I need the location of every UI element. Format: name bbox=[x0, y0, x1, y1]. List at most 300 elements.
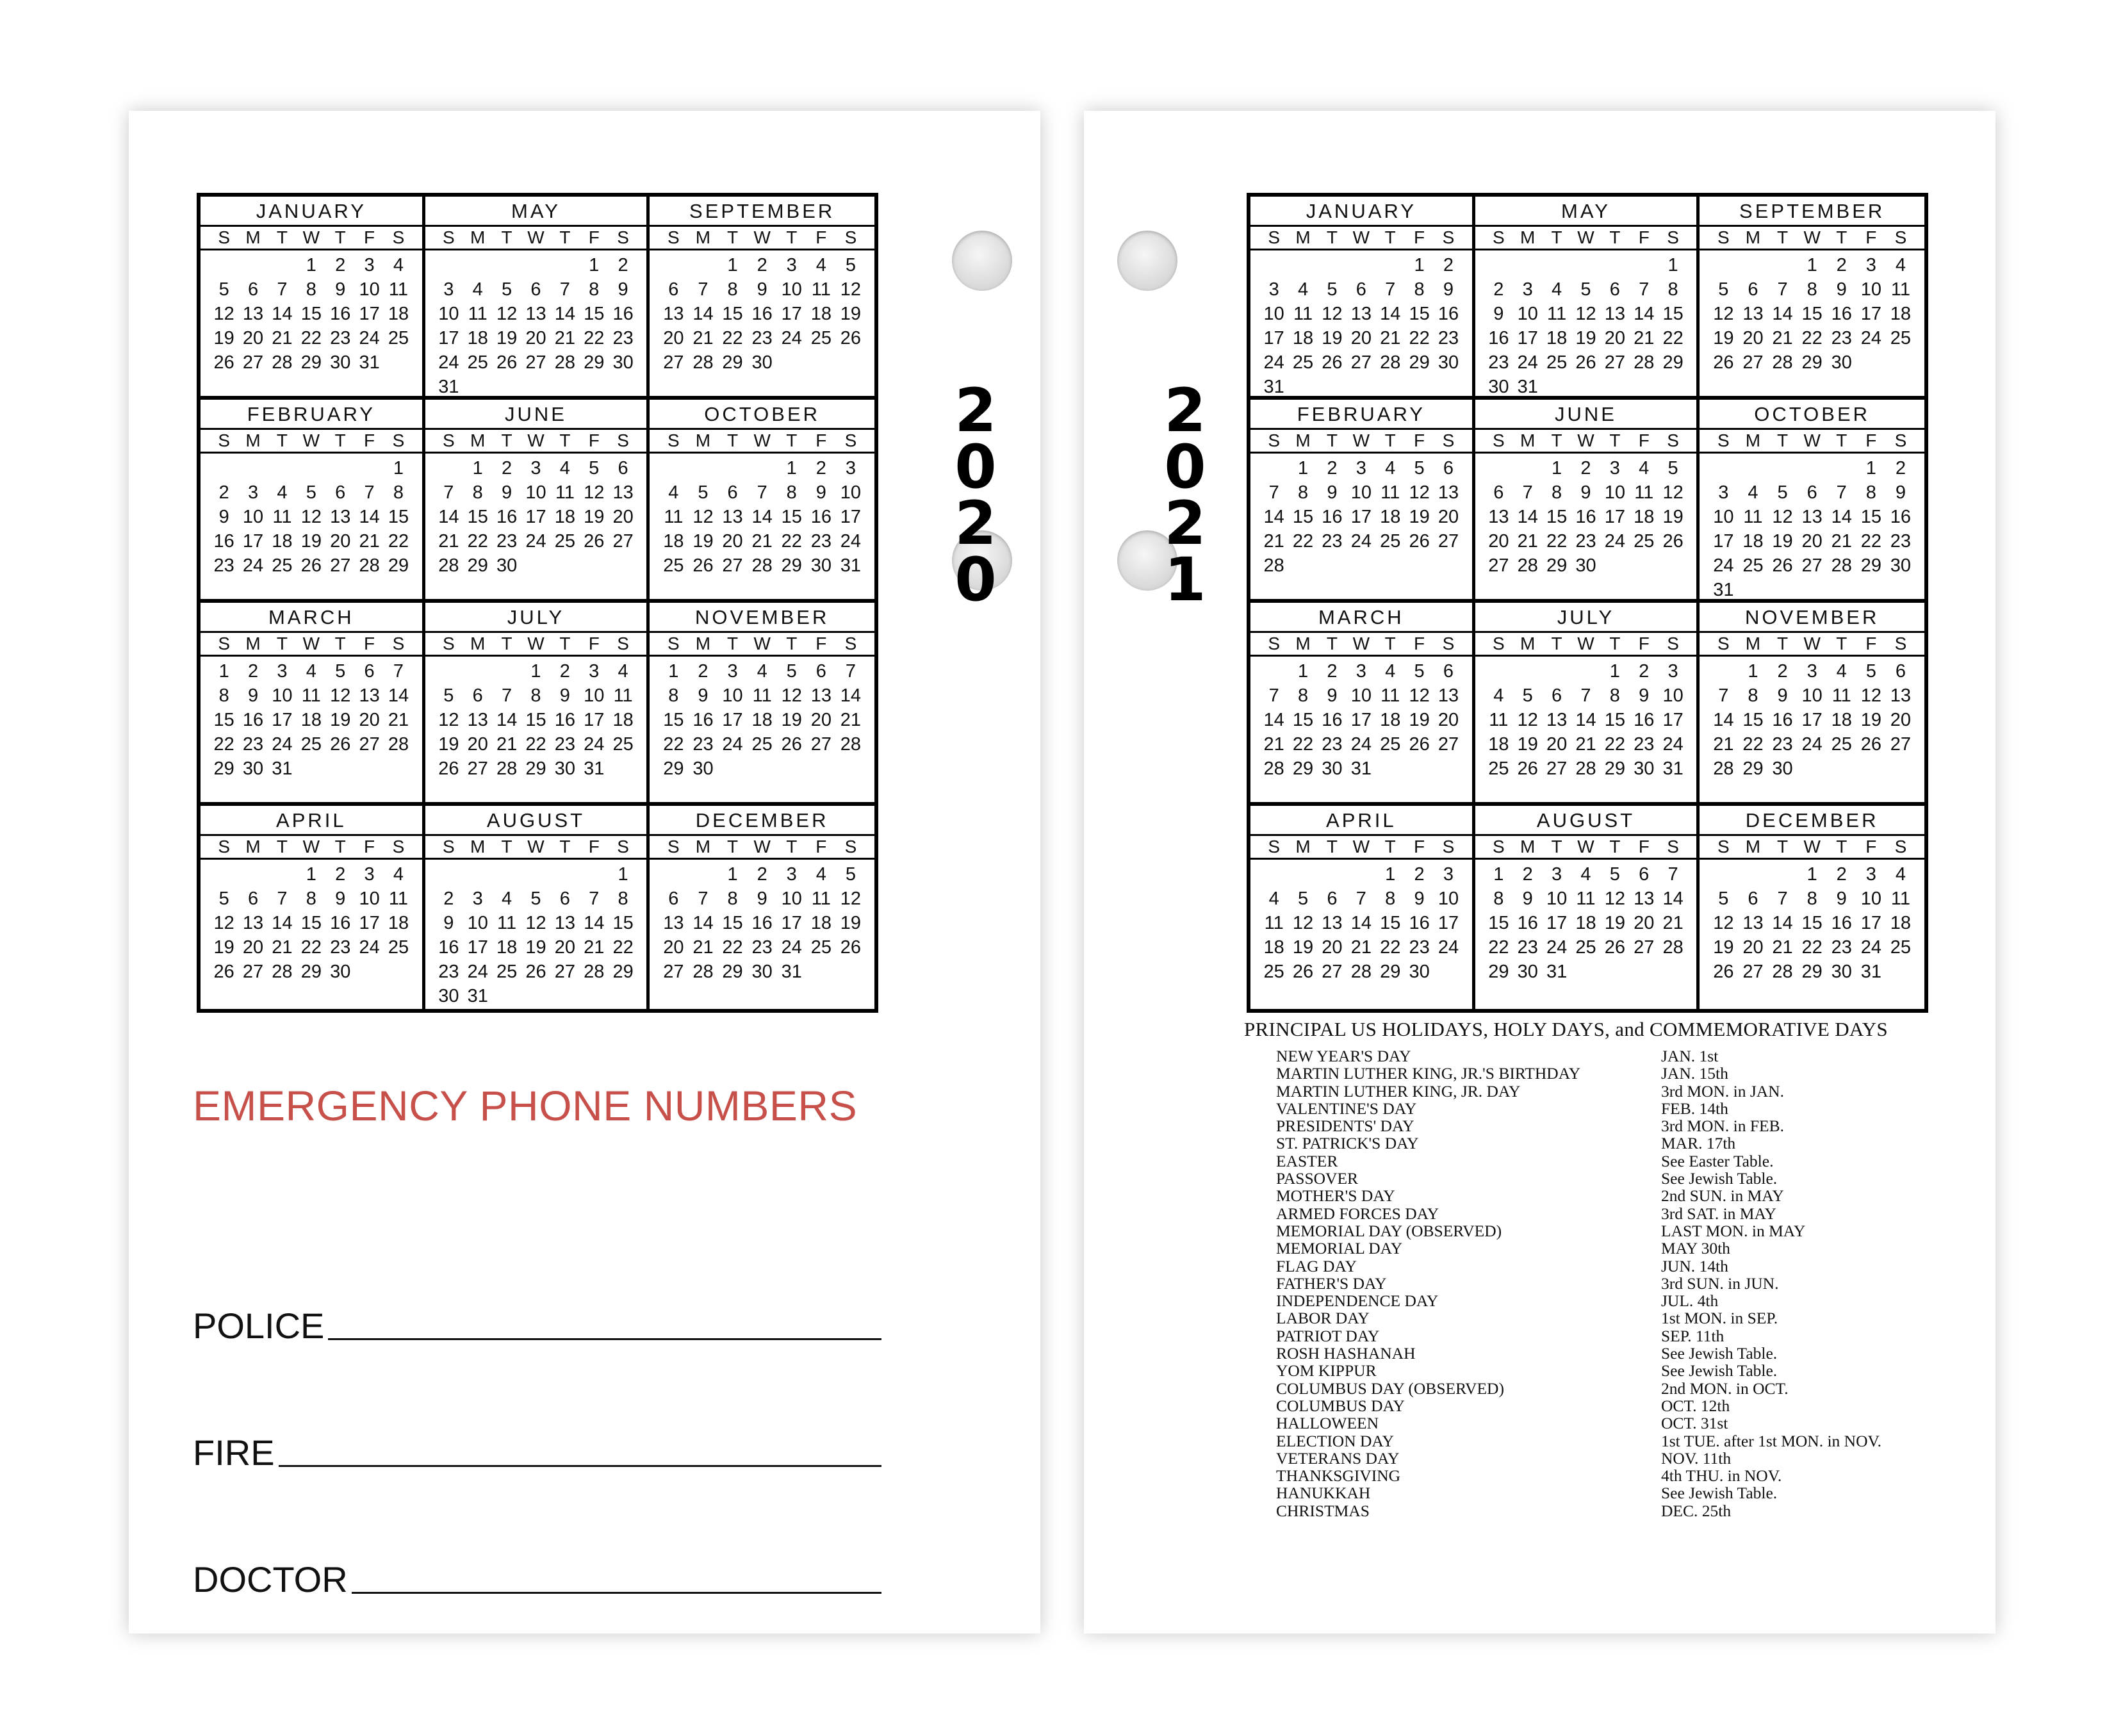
day-cell: 18 bbox=[1488, 734, 1509, 755]
day-cell: 3 bbox=[1807, 661, 1817, 682]
day-cell: 13 bbox=[330, 507, 351, 527]
weekday-label: M bbox=[695, 227, 711, 247]
day-cell: 18 bbox=[496, 937, 518, 958]
day-cell: 31 bbox=[1546, 962, 1568, 982]
holiday-date: NOV. 11th bbox=[1661, 1448, 1732, 1468]
day-cell: 24 bbox=[1801, 734, 1823, 755]
day-cell: 1 bbox=[618, 864, 628, 885]
holiday-name: NEW YEAR'S DAY bbox=[1276, 1047, 1411, 1065]
weekday-header bbox=[1700, 430, 1924, 454]
weekday-label: T bbox=[727, 227, 739, 247]
holiday-date: JUL. 4th bbox=[1661, 1291, 1719, 1311]
day-cell: 4 bbox=[1639, 458, 1650, 479]
day-cell: 2 bbox=[218, 482, 229, 503]
day-cell: 9 bbox=[1777, 685, 1788, 706]
day-cell: 17 bbox=[1438, 913, 1459, 933]
day-cell: 21 bbox=[272, 937, 293, 958]
day-blank bbox=[550, 862, 579, 887]
day-cell: 23 bbox=[1409, 937, 1430, 958]
day-cell: 11 bbox=[664, 507, 684, 527]
weekday-label: S bbox=[1894, 227, 1907, 247]
day-cell: 16 bbox=[1409, 913, 1430, 933]
day-cell: 25 bbox=[554, 531, 575, 552]
weekday-label: S bbox=[218, 430, 231, 450]
holiday-row bbox=[1276, 1362, 1981, 1379]
weekday-label: W bbox=[1577, 837, 1594, 856]
day-blank bbox=[268, 862, 297, 887]
day-cell: 13 bbox=[554, 913, 575, 933]
weekday-label: S bbox=[392, 837, 405, 856]
police-field[interactable] bbox=[193, 1299, 881, 1344]
weekday-label: T bbox=[559, 430, 571, 450]
year-digit: 1 bbox=[1164, 545, 1206, 615]
day-blank bbox=[209, 253, 238, 277]
day-cell: 25 bbox=[751, 734, 773, 755]
day-grid bbox=[650, 454, 874, 578]
day-blank bbox=[1513, 253, 1542, 277]
day-cell: 23 bbox=[496, 531, 518, 552]
day-cell: 9 bbox=[815, 482, 826, 503]
day-cell: 19 bbox=[1517, 734, 1538, 755]
day-cell: 18 bbox=[1380, 710, 1401, 730]
day-cell: 23 bbox=[1488, 352, 1509, 373]
day-cell: 19 bbox=[1575, 328, 1596, 348]
day-cell: 20 bbox=[525, 328, 546, 348]
day-cell: 9 bbox=[1895, 482, 1906, 503]
holiday-name: ARMED FORCES DAY bbox=[1276, 1204, 1439, 1223]
day-cell: 21 bbox=[1263, 734, 1284, 755]
holiday-row bbox=[1276, 1152, 1981, 1170]
day-cell: 31 bbox=[467, 986, 488, 1006]
day-cell: 13 bbox=[612, 482, 634, 503]
weekday-label: T bbox=[1326, 634, 1338, 653]
day-cell: 6 bbox=[668, 888, 679, 909]
day-cell: 22 bbox=[1662, 328, 1684, 348]
day-cell: 10 bbox=[1801, 685, 1823, 706]
day-cell: 20 bbox=[330, 531, 351, 552]
day-cell: 21 bbox=[1831, 531, 1852, 552]
day-cell: 19 bbox=[1409, 507, 1430, 527]
fire-field[interactable] bbox=[193, 1426, 881, 1471]
day-cell: 21 bbox=[388, 710, 409, 730]
day-cell: 23 bbox=[810, 531, 832, 552]
day-cell: 13 bbox=[242, 913, 264, 933]
binder-hole-top bbox=[1117, 231, 1177, 291]
day-cell: 23 bbox=[1772, 734, 1793, 755]
weekday-header bbox=[650, 430, 874, 454]
day-cell: 28 bbox=[388, 734, 409, 755]
weekday-label: T bbox=[1384, 837, 1396, 856]
day-blank bbox=[326, 456, 355, 480]
weekday-header bbox=[201, 836, 422, 860]
day-cell: 5 bbox=[1297, 888, 1309, 909]
day-cell: 30 bbox=[1517, 962, 1538, 982]
holiday-name: ELECTION DAY bbox=[1276, 1431, 1394, 1450]
day-blank bbox=[1738, 456, 1767, 480]
day-cell: 21 bbox=[1662, 913, 1684, 933]
day-grid bbox=[650, 250, 874, 375]
day-cell: 28 bbox=[1380, 352, 1401, 373]
weekday-label: M bbox=[1520, 227, 1536, 247]
day-cell: 20 bbox=[467, 734, 488, 755]
weekday-label: T bbox=[1551, 430, 1562, 450]
day-cell: 5 bbox=[335, 661, 346, 682]
holiday-date: JAN. 15th bbox=[1661, 1064, 1728, 1083]
day-cell: 30 bbox=[330, 352, 351, 373]
day-cell: 13 bbox=[1890, 685, 1912, 706]
weekday-label: S bbox=[1493, 634, 1505, 653]
day-cell: 11 bbox=[811, 888, 831, 909]
day-cell: 25 bbox=[810, 937, 832, 958]
holiday-name: MEMORIAL DAY (OBSERVED) bbox=[1276, 1221, 1502, 1240]
day-cell: 14 bbox=[1831, 507, 1852, 527]
day-cell: 2 bbox=[1327, 661, 1338, 682]
day-cell: 19 bbox=[496, 328, 518, 348]
day-cell: 15 bbox=[213, 710, 234, 730]
day-cell: 27 bbox=[663, 352, 684, 373]
day-cell: 12 bbox=[525, 913, 546, 933]
weekday-label: W bbox=[527, 227, 545, 247]
day-cell: 22 bbox=[525, 734, 546, 755]
day-cell: 8 bbox=[1807, 279, 1817, 300]
day-cell: 12 bbox=[213, 913, 234, 933]
day-cell: 26 bbox=[840, 937, 862, 958]
holiday-list bbox=[1276, 1047, 1981, 1519]
weekday-label: F bbox=[1638, 430, 1650, 450]
day-cell: 5 bbox=[786, 661, 797, 682]
day-cell: 19 bbox=[1292, 937, 1314, 958]
weekday-label: S bbox=[1894, 634, 1907, 653]
day-blank bbox=[268, 253, 297, 277]
day-cell: 7 bbox=[698, 279, 709, 300]
day-cell: 24 bbox=[1438, 937, 1459, 958]
day-cell: 14 bbox=[1350, 913, 1372, 933]
holiday-row bbox=[1276, 1065, 1981, 1082]
weekday-label: S bbox=[1442, 634, 1455, 653]
day-cell: 19 bbox=[525, 937, 546, 958]
weekday-label: S bbox=[844, 227, 857, 247]
weekday-label: T bbox=[334, 227, 346, 247]
day-cell: 28 bbox=[840, 734, 862, 755]
day-cell: 31 bbox=[438, 377, 459, 397]
holiday-date: 1st MON. in SEP. bbox=[1661, 1309, 1778, 1328]
day-cell: 11 bbox=[1576, 888, 1596, 909]
day-cell: 24 bbox=[1604, 531, 1625, 552]
day-cell: 18 bbox=[1263, 937, 1284, 958]
day-blank bbox=[659, 862, 688, 887]
day-cell: 5 bbox=[1522, 685, 1533, 706]
weekday-label: S bbox=[844, 837, 857, 856]
day-cell: 13 bbox=[1488, 507, 1509, 527]
day-cell: 13 bbox=[1350, 304, 1372, 324]
holiday-name: HANUKKAH bbox=[1276, 1484, 1371, 1503]
holiday-row bbox=[1276, 1397, 1981, 1414]
weekday-label: M bbox=[1520, 634, 1536, 653]
weekday-label: T bbox=[1609, 430, 1621, 450]
day-cell: 3 bbox=[1865, 255, 1876, 275]
day-blank bbox=[1484, 659, 1513, 684]
day-cell: 4 bbox=[1580, 864, 1591, 885]
day-cell: 23 bbox=[1322, 531, 1343, 552]
day-cell: 1 bbox=[218, 661, 229, 682]
weekday-label: W bbox=[302, 634, 320, 653]
day-cell: 20 bbox=[1350, 328, 1372, 348]
day-cell: 27 bbox=[242, 352, 264, 373]
day-cell: 1 bbox=[306, 864, 316, 885]
day-cell: 14 bbox=[1772, 913, 1793, 933]
holiday-row bbox=[1276, 1205, 1981, 1222]
day-cell: 20 bbox=[554, 937, 575, 958]
day-cell: 3 bbox=[1667, 661, 1678, 682]
day-cell: 12 bbox=[584, 482, 605, 503]
day-cell: 20 bbox=[1488, 531, 1509, 552]
day-blank bbox=[297, 456, 325, 480]
weekday-label: S bbox=[617, 227, 629, 247]
weekday-header bbox=[201, 430, 422, 454]
day-cell: 30 bbox=[751, 962, 773, 982]
weekday-label: T bbox=[559, 227, 571, 247]
weekday-label: S bbox=[1667, 227, 1679, 247]
day-cell: 29 bbox=[722, 352, 743, 373]
day-cell: 5 bbox=[845, 255, 856, 275]
day-cell: 11 bbox=[1264, 913, 1284, 933]
day-grid bbox=[201, 454, 422, 578]
day-cell: 9 bbox=[218, 507, 229, 527]
month-november bbox=[1700, 603, 1924, 806]
day-cell: 5 bbox=[1609, 864, 1620, 885]
day-cell: 10 bbox=[1662, 685, 1684, 706]
month-april bbox=[201, 806, 425, 1009]
day-cell: 3 bbox=[364, 864, 375, 885]
day-blank bbox=[1542, 253, 1571, 277]
day-cell: 20 bbox=[663, 328, 684, 348]
day-cell: 27 bbox=[359, 734, 380, 755]
day-cell: 13 bbox=[722, 507, 743, 527]
weekday-header bbox=[425, 227, 647, 250]
day-cell: 5 bbox=[1414, 661, 1425, 682]
day-cell: 9 bbox=[1443, 279, 1454, 300]
day-cell: 14 bbox=[388, 685, 409, 706]
day-cell: 23 bbox=[330, 937, 351, 958]
month-name: JULY bbox=[1475, 603, 1697, 633]
day-cell: 28 bbox=[692, 962, 714, 982]
weekday-header bbox=[650, 836, 874, 860]
day-cell: 11 bbox=[1743, 507, 1763, 527]
day-cell: 27 bbox=[663, 962, 684, 982]
day-cell: 5 bbox=[218, 279, 229, 300]
holiday-date: LAST MON. in MAY bbox=[1661, 1221, 1806, 1240]
day-cell: 22 bbox=[663, 734, 684, 755]
day-cell: 23 bbox=[1322, 734, 1343, 755]
day-cell: 5 bbox=[1777, 482, 1788, 503]
weekday-label: S bbox=[1894, 837, 1907, 856]
day-cell: 18 bbox=[1380, 507, 1401, 527]
weekday-label: T bbox=[334, 634, 346, 653]
day-cell: 4 bbox=[393, 255, 404, 275]
day-cell: 8 bbox=[1297, 685, 1309, 706]
weekday-label: T bbox=[559, 634, 571, 653]
day-cell: 3 bbox=[472, 888, 483, 909]
holiday-name: PRESIDENTS' DAY bbox=[1276, 1117, 1414, 1136]
month-name: JANUARY bbox=[201, 197, 422, 227]
day-blank bbox=[1347, 862, 1375, 887]
day-cell: 10 bbox=[722, 685, 743, 706]
weekday-label: S bbox=[1717, 430, 1730, 450]
day-cell: 1 bbox=[1807, 864, 1817, 885]
day-cell: 29 bbox=[213, 758, 234, 779]
year-digit: 2 bbox=[1164, 489, 1206, 559]
day-cell: 12 bbox=[438, 710, 459, 730]
day-cell: 16 bbox=[330, 304, 351, 324]
day-blank bbox=[492, 862, 521, 887]
day-cell: 26 bbox=[496, 352, 518, 373]
day-cell: 1 bbox=[589, 255, 600, 275]
day-cell: 18 bbox=[1575, 913, 1596, 933]
day-cell: 14 bbox=[1662, 888, 1684, 909]
month-july bbox=[425, 603, 650, 806]
holiday-row bbox=[1276, 1187, 1981, 1204]
day-cell: 6 bbox=[727, 482, 738, 503]
day-cell: 4 bbox=[1895, 255, 1906, 275]
day-cell: 20 bbox=[1634, 913, 1655, 933]
holiday-date: See Easter Table. bbox=[1661, 1151, 1774, 1170]
doctor-field[interactable] bbox=[193, 1553, 881, 1598]
day-cell: 30 bbox=[1409, 962, 1430, 982]
month-name: AUGUST bbox=[425, 806, 647, 836]
police-line[interactable] bbox=[328, 1338, 881, 1340]
day-cell: 3 bbox=[1268, 279, 1279, 300]
calendar-2021 bbox=[1247, 193, 1928, 1013]
day-cell: 15 bbox=[1742, 710, 1764, 730]
day-cell: 3 bbox=[727, 661, 738, 682]
day-cell: 7 bbox=[589, 888, 600, 909]
day-cell: 12 bbox=[1772, 507, 1793, 527]
day-cell: 24 bbox=[525, 531, 546, 552]
day-cell: 21 bbox=[1263, 531, 1284, 552]
day-cell: 1 bbox=[472, 458, 483, 479]
weekday-label: F bbox=[588, 227, 600, 247]
day-cell: 8 bbox=[1865, 482, 1876, 503]
day-cell: 26 bbox=[781, 734, 802, 755]
month-september bbox=[1700, 197, 1924, 400]
day-cell: 2 bbox=[1836, 864, 1847, 885]
day-cell: 28 bbox=[1713, 758, 1734, 779]
day-blank bbox=[1259, 862, 1288, 887]
weekday-label: T bbox=[1609, 837, 1621, 856]
day-cell: 24 bbox=[438, 352, 459, 373]
day-cell: 18 bbox=[272, 531, 293, 552]
month-name: JANUARY bbox=[1250, 197, 1472, 227]
day-cell: 24 bbox=[359, 328, 380, 348]
weekday-header bbox=[1250, 430, 1472, 454]
day-grid bbox=[1250, 250, 1472, 399]
day-cell: 27 bbox=[1438, 531, 1459, 552]
day-cell: 20 bbox=[1801, 531, 1823, 552]
day-cell: 25 bbox=[388, 937, 409, 958]
day-blank bbox=[463, 253, 492, 277]
day-cell: 17 bbox=[359, 913, 380, 933]
month-name: APRIL bbox=[201, 806, 422, 836]
holiday-date: DEC. 25th bbox=[1661, 1501, 1732, 1520]
day-cell: 31 bbox=[1713, 580, 1734, 600]
day-cell: 3 bbox=[1609, 458, 1620, 479]
day-cell: 25 bbox=[1890, 328, 1912, 348]
day-cell: 7 bbox=[1667, 864, 1678, 885]
day-cell: 22 bbox=[300, 937, 322, 958]
right-page bbox=[1084, 111, 1995, 1634]
day-cell: 6 bbox=[335, 482, 346, 503]
weekday-label: W bbox=[302, 430, 320, 450]
day-cell: 12 bbox=[840, 888, 862, 909]
day-cell: 25 bbox=[1575, 937, 1596, 958]
weekday-label: S bbox=[1667, 837, 1679, 856]
day-grid bbox=[1475, 454, 1697, 578]
day-grid bbox=[1475, 860, 1697, 984]
day-cell: 24 bbox=[359, 937, 380, 958]
day-cell: 6 bbox=[1327, 888, 1338, 909]
day-cell: 4 bbox=[1385, 458, 1396, 479]
day-cell: 30 bbox=[1831, 352, 1852, 373]
month-name: NOVEMBER bbox=[1700, 603, 1924, 633]
day-cell: 15 bbox=[467, 507, 488, 527]
day-cell: 2 bbox=[1327, 458, 1338, 479]
day-cell: 29 bbox=[1662, 352, 1684, 373]
weekday-label: T bbox=[1836, 837, 1848, 856]
day-cell: 2 bbox=[443, 888, 454, 909]
day-cell: 12 bbox=[1860, 685, 1881, 706]
day-cell: 2 bbox=[1639, 661, 1650, 682]
day-blank bbox=[748, 456, 777, 480]
day-cell: 18 bbox=[1634, 507, 1655, 527]
doctor-line[interactable] bbox=[352, 1592, 881, 1594]
day-cell: 27 bbox=[1801, 555, 1823, 576]
day-cell: 9 bbox=[1580, 482, 1591, 503]
day-cell: 13 bbox=[1742, 304, 1764, 324]
weekday-label: S bbox=[1442, 430, 1455, 450]
day-cell: 7 bbox=[1777, 888, 1788, 909]
day-cell: 21 bbox=[438, 531, 459, 552]
day-cell: 11 bbox=[388, 279, 408, 300]
weekday-label: M bbox=[1745, 634, 1761, 653]
day-cell: 21 bbox=[751, 531, 773, 552]
day-cell: 31 bbox=[272, 758, 293, 779]
holiday-name: CHRISTMAS bbox=[1276, 1501, 1370, 1520]
day-cell: 22 bbox=[722, 937, 743, 958]
day-cell: 11 bbox=[1381, 685, 1400, 706]
holiday-name: COLUMBUS DAY bbox=[1276, 1396, 1405, 1415]
day-cell: 15 bbox=[722, 913, 743, 933]
day-cell: 26 bbox=[1517, 758, 1538, 779]
day-cell: 28 bbox=[1634, 352, 1655, 373]
day-cell: 30 bbox=[496, 555, 518, 576]
day-grid bbox=[425, 657, 647, 781]
day-cell: 25 bbox=[496, 962, 518, 982]
day-cell: 10 bbox=[1438, 888, 1459, 909]
holidays-title: PRINCIPAL US HOLIDAYS, HOLY DAYS, and COMMEMORATIVE DAYS bbox=[1244, 1018, 1888, 1040]
weekday-header bbox=[201, 633, 422, 657]
day-cell: 6 bbox=[1552, 685, 1562, 706]
weekday-label: F bbox=[588, 837, 600, 856]
day-cell: 1 bbox=[1552, 458, 1562, 479]
weekday-label: W bbox=[1352, 634, 1370, 653]
weekday-label: S bbox=[668, 837, 680, 856]
fire-line[interactable] bbox=[279, 1465, 881, 1467]
month-may bbox=[425, 197, 650, 400]
day-blank bbox=[1798, 456, 1827, 480]
day-cell: 14 bbox=[1575, 710, 1596, 730]
day-cell: 11 bbox=[811, 279, 831, 300]
day-cell: 27 bbox=[554, 962, 575, 982]
